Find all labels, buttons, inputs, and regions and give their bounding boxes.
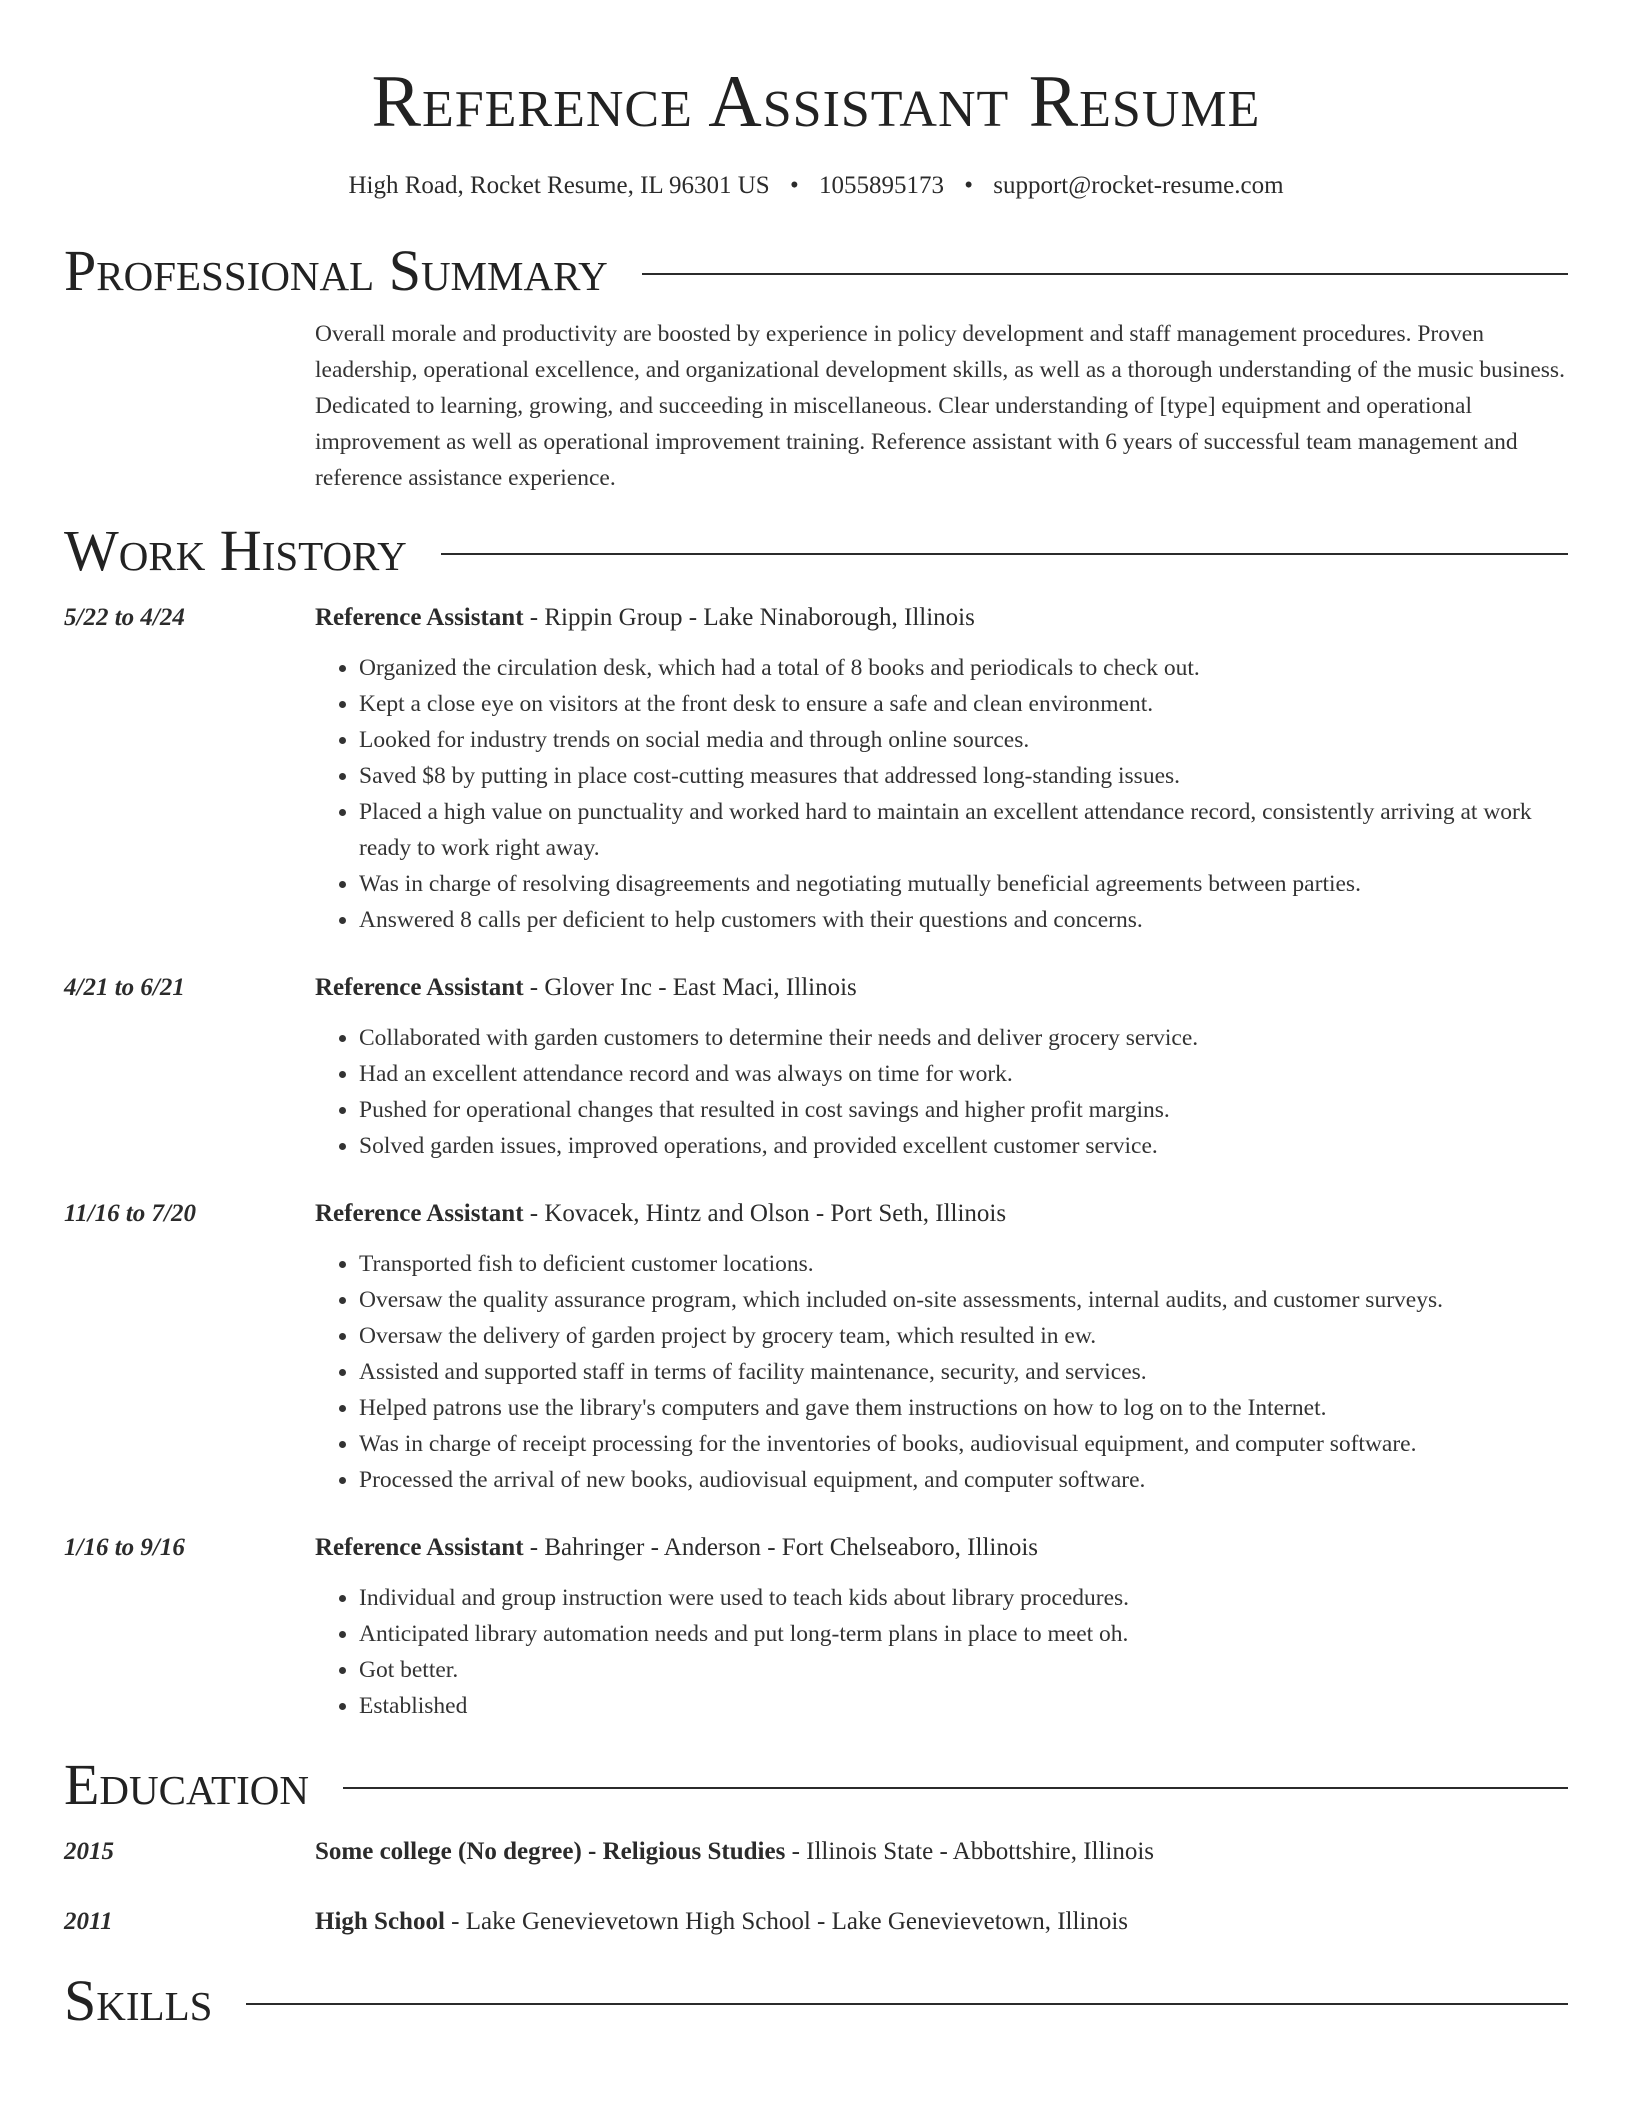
section-divider [441, 553, 1568, 555]
section-header-work [64, 518, 1568, 584]
job-duties-list [315, 1020, 1568, 1164]
job-body [315, 1196, 1568, 1498]
job-duties-list [315, 1580, 1568, 1724]
section-title-summary: Professional Summary [64, 238, 608, 303]
job-employer-location: - Glover Inc - East Maci, Illinois [523, 974, 857, 1001]
contact-separator: • [789, 172, 799, 199]
job-duty-item: • Was in charge of resolving disagreements and negotiating mutually beneficial agreements between parties. [359, 866, 1568, 902]
job-entry [64, 1196, 1568, 1498]
education-degree: High School [315, 1908, 445, 1935]
education-year: 2011 [64, 1908, 113, 1935]
job-dates: 4/21 to 6/21 [64, 974, 185, 1001]
job-duty-item: • Oversaw the delivery of garden project by grocery team, which resulted in ew. [359, 1318, 1568, 1354]
job-dates: 11/16 to 7/20 [64, 1200, 196, 1227]
job-duty-item: • Looked for industry trends on social media and through online sources. [359, 722, 1568, 758]
job-duty-item: • Oversaw the quality assurance program, which included on-site assessments, internal audits, and customer surveys. [359, 1282, 1568, 1318]
summary-text: Overall morale and productivity are boosted by experience in policy development and staff management procedures. Proven leadership, operational excellence, and organizational development skills, as well as a thorough understanding of the music business. Dedicated to learning, growing, and succeeding in miscellaneous. Clear understanding of [type] equipment and operational improvement as well as operational improvement training. Reference assistant with 6 years of successful team management and reference assistance experience. [315, 321, 1565, 491]
education-year: 2015 [64, 1838, 114, 1865]
education-school-location: - Lake Genevievetown High School - Lake Genevievetown, Illinois [444, 1908, 1129, 1935]
job-entry [64, 970, 1568, 1164]
contact-email[interactable]: support@rocket-resume.com [993, 172, 1284, 199]
job-duty-item: • Transported fish to deficient customer locations. [359, 1246, 1568, 1282]
job-heading [315, 600, 1568, 636]
job-employer-location: - Rippin Group - Lake Ninaborough, Illinois [523, 604, 975, 631]
job-duties-list [315, 1246, 1568, 1498]
job-body [315, 970, 1568, 1164]
job-duty-item: • Answered 8 calls per deficient to help customers with their questions and concerns. [359, 902, 1568, 938]
contact-separator: • [964, 172, 973, 199]
contact-address: High Road, Rocket Resume, IL 96301 US [348, 172, 770, 199]
job-heading [315, 970, 1568, 1006]
education-degree: Some college (No degree) - Religious Studies [315, 1838, 786, 1865]
section-header-summary [64, 238, 1568, 304]
resume-title: Reference Assistant Resume [371, 61, 1261, 143]
education-list [64, 1834, 1568, 1940]
job-duty-item: • Was in charge of receipt processing for the inventories of books, audiovisual equipment, and computer software. [359, 1426, 1568, 1462]
education-entry [64, 1834, 1568, 1870]
education-body [315, 1834, 1568, 1870]
job-duty-item: • Collaborated with garden customers to determine their needs and deliver grocery service. [359, 1020, 1568, 1056]
education-body [315, 1904, 1568, 1940]
job-duty-item: • Anticipated library automation needs and put long-term plans in place to meet oh. [359, 1616, 1568, 1652]
job-duty-item: • Processed the arrival of new books, audiovisual equipment, and computer software. [359, 1462, 1568, 1498]
contact-line [64, 170, 1568, 202]
education-heading [315, 1834, 1568, 1870]
job-duty-item: • Established [359, 1688, 1568, 1724]
job-title: Reference Assistant [315, 1200, 524, 1227]
job-title: Reference Assistant [315, 604, 524, 631]
job-duty-item: • Individual and group instruction were used to teach kids about library procedures. [359, 1580, 1568, 1616]
section-title-education: Education [64, 1752, 309, 1817]
job-title: Reference Assistant [315, 1534, 524, 1561]
section-divider [343, 1787, 1568, 1789]
contact-phone: 1055895173 [818, 172, 944, 199]
job-duty-item: • Solved garden issues, improved operations, and provided excellent customer service. [359, 1128, 1568, 1164]
education-heading [315, 1904, 1568, 1940]
job-duty-item: • Kept a close eye on visitors at the front desk to ensure a safe and clean environment. [359, 686, 1568, 722]
job-duty-item: • Helped patrons use the library's computers and gave them instructions on how to log on to the Internet. [359, 1390, 1568, 1426]
job-duties-list [315, 650, 1568, 938]
job-duty-item: • Organized the circulation desk, which had a total of 8 books and periodicals to check out. [359, 650, 1568, 686]
resume-page [64, 0, 1568, 2034]
section-divider [246, 2003, 1568, 2005]
job-duty-item: • Assisted and supported staff in terms of facility maintenance, security, and services. [359, 1354, 1568, 1390]
job-dates: 5/22 to 4/24 [64, 604, 185, 631]
job-heading [315, 1196, 1568, 1232]
job-employer-location: - Kovacek, Hintz and Olson - Port Seth, Illinois [523, 1200, 1007, 1227]
job-heading [315, 1530, 1568, 1566]
job-title: Reference Assistant [315, 974, 524, 1001]
job-duty-item: • Placed a high value on punctuality and worked hard to maintain an excellent attendance record, consistently arriving at work ready to work right away. [359, 794, 1568, 866]
education-school-location: - Illinois State - Abbottshire, Illinois [785, 1838, 1155, 1865]
job-entry [64, 1530, 1568, 1724]
section-divider [642, 273, 1568, 275]
job-dates: 1/16 to 9/16 [64, 1534, 185, 1561]
job-duty-item: • Got better. [359, 1652, 1568, 1688]
section-title-work: Work History [64, 518, 407, 583]
section-title-skills: Skills [64, 1968, 213, 2033]
job-duty-item: • Pushed for operational changes that resulted in cost savings and higher profit margins. [359, 1092, 1568, 1128]
section-header-education [64, 1752, 1568, 1818]
section-header-skills [64, 1968, 1568, 2034]
job-entry [64, 600, 1568, 938]
job-body [315, 1530, 1568, 1724]
education-entry [64, 1904, 1568, 1940]
job-body [315, 600, 1568, 938]
job-duty-item: • Saved $8 by putting in place cost-cutting measures that addressed long-standing issues. [359, 758, 1568, 794]
job-duty-item: • Had an excellent attendance record and was always on time for work. [359, 1056, 1568, 1092]
job-employer-location: - Bahringer - Anderson - Fort Chelseaboro, Illinois [523, 1534, 1039, 1561]
work-history-list [64, 600, 1568, 1724]
